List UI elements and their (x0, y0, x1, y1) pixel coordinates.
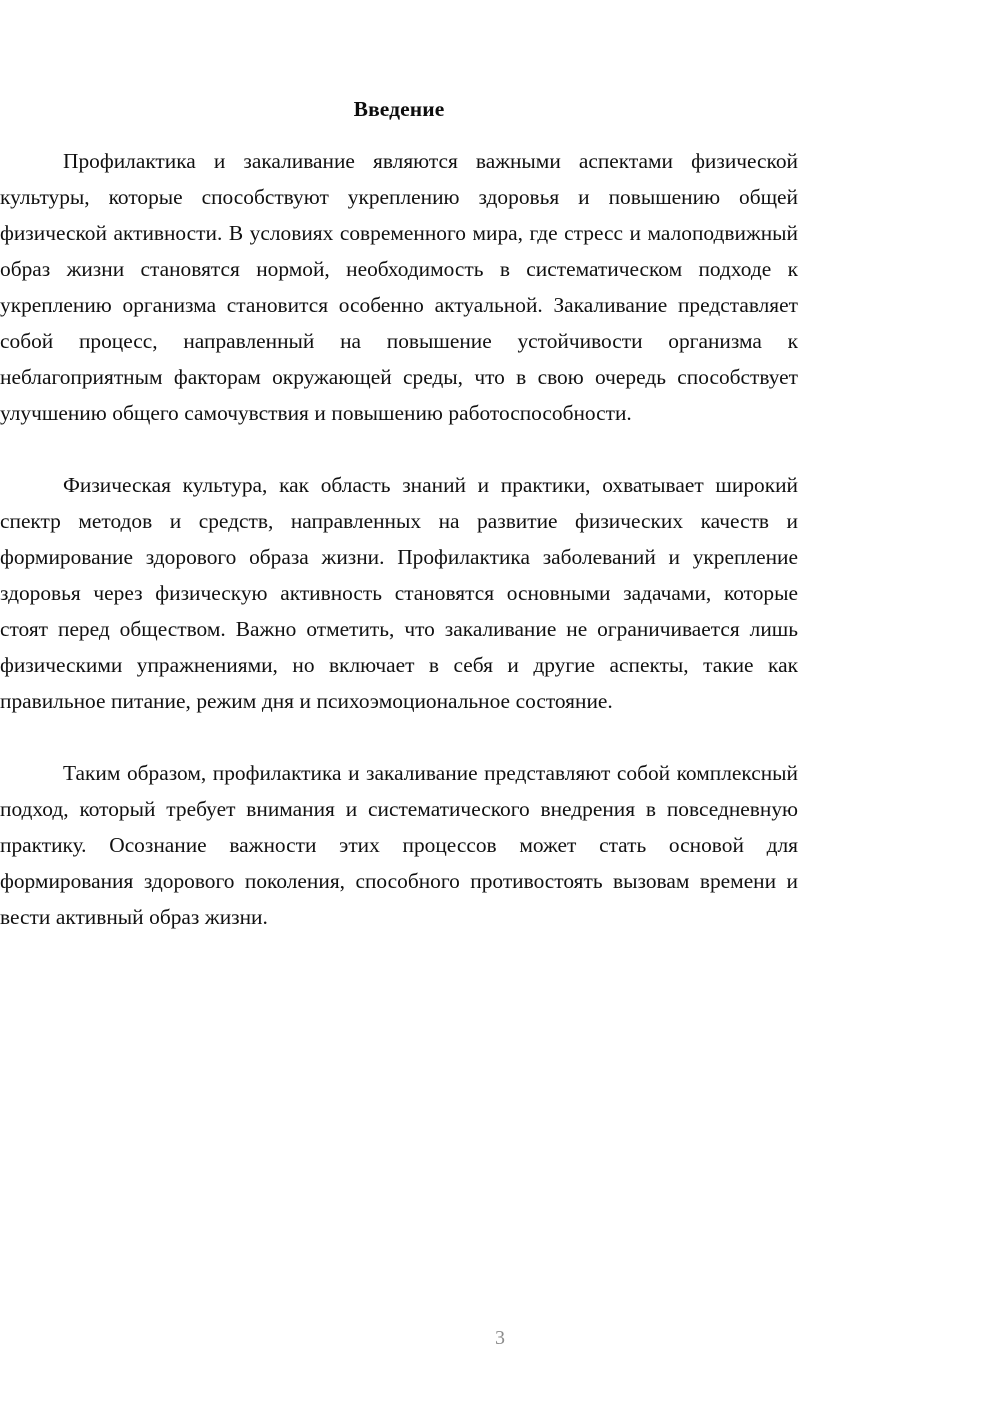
page-title: Введение (353, 97, 445, 121)
page-number: 3 (495, 1327, 505, 1349)
body-paragraph: Таким образом, профилактика и закаливание представляют собой комплексный подход, который требует внимания и систематического внедрения в повседневную практику. Осознание важности этих процессов может стать основой для формирования здорового поколения, способного противостоять вызовам времени и вести активный образ жизни. (0, 761, 798, 929)
body-paragraph: Профилактика и закаливание являются важными аспектами физической культуры, которые способствуют укреплению здоровья и повышению общей физической активности. В условиях современного мира, где стресс и малоподвижный образ жизни становятся нормой, необходимость в систематическом подходе к укреплению организма становится особенно актуальной. Закаливание представляет собой процесс, направленный на повышение устойчивости организма к неблагоприятным факторам окружающей среды, что в свою очередь способствует улучшению общего самочувствия и повышению работоспособности. (0, 149, 798, 425)
body-paragraph: Физическая культура, как область знаний и практики, охватывает широкий спектр методов и средств, направленных на развитие физических качеств и формирование здорового образа жизни. Профилактика заболеваний и укрепление здоровья через физическую активность становятся основными задачами, которые стоят перед обществом. Важно отметить, что закаливание не ограничивается лишь физическими упражнениями, но включает в себя и другие аспекты, такие как правильное питание, режим дня и психоэмоциональное состояние. (0, 473, 798, 713)
document-body (0, 143, 798, 935)
